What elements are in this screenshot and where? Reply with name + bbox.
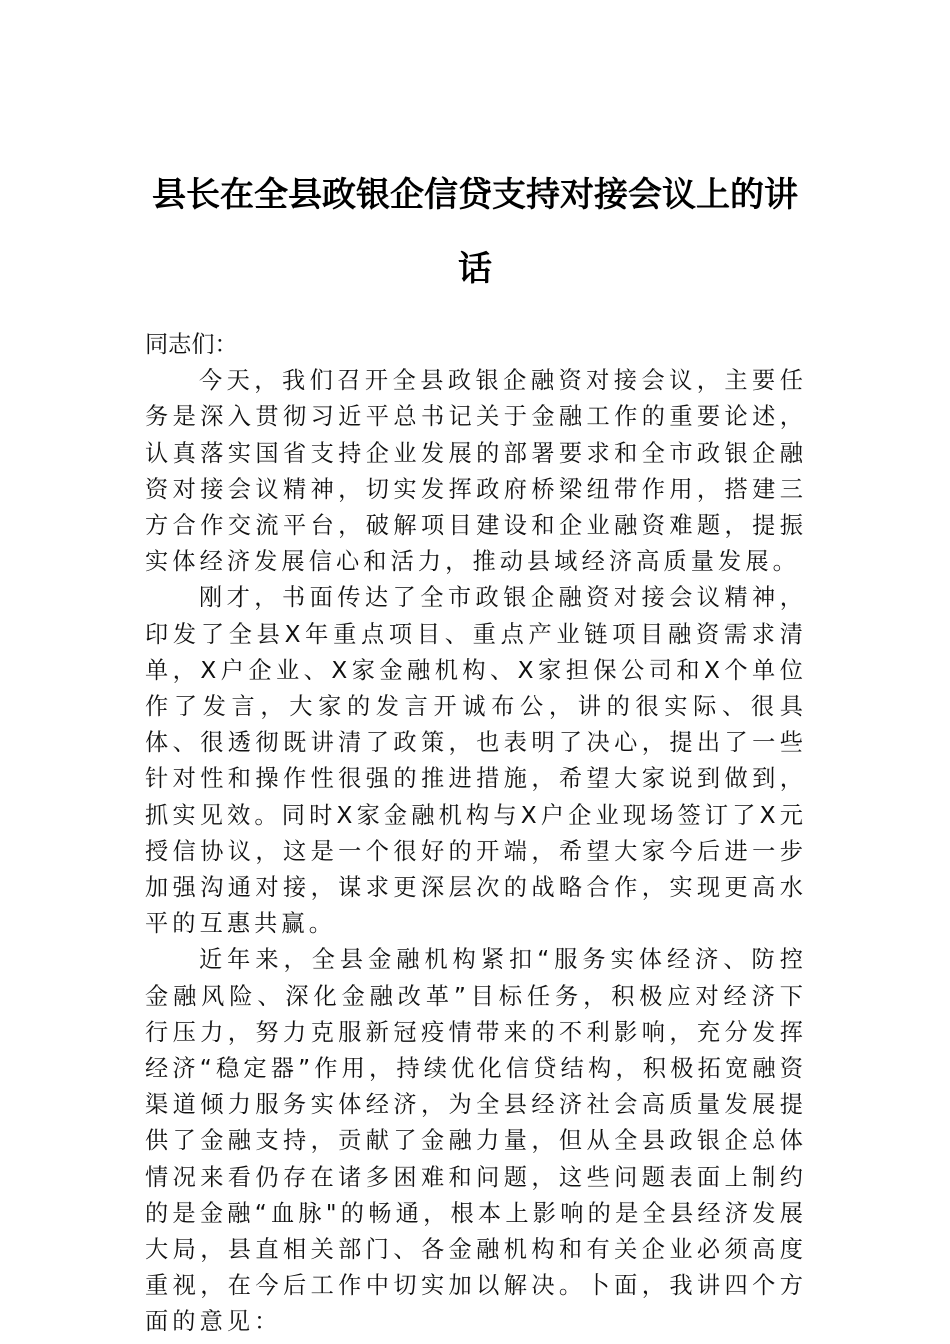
- paragraph-1: 今天，我们召开全县政银企融资对接会议，主要任务是深入贯彻习近平总书记关于金融工作的重要论述，认真落实国省支持企业发展的部署要求和全市政银企融资对接会议精神，切实发挥政府桥梁纽带作用，搭建三方合作交流平台，破解项目建设和企业融资难题，提振实体经济发展信心和活力，推动县域经济高质量发展。: [145, 367, 807, 576]
- paragraph-2: 刚才，书面传达了全市政银企融资对接会议精神，印发了全县X年重点项目、重点产业链项目融资需求清单，X户企业、X家金融机构、X家担保公司和X个单位作了发言，大家的发言开诚布公，讲的很实际、很具体、很透彻既讲清了政策，也表明了决心，提出了一些针对性和操作性很强的推进措施，希望大家说到做到，抓实见效。同时X家金融机构与X户企业现场签订了X元授信协议，这是一个很好的开端，希望大家今后进一步加强沟通对接，谋求更深层次的战略合作，实现更高水平的互惠共赢。: [145, 584, 807, 938]
- salutation: 同志们：: [145, 331, 238, 358]
- document-body: [145, 327, 807, 1341]
- document-title: 县长在全县政银企信贷支持对接会议上的讲话: [152, 175, 798, 289]
- paragraph-3: 近年来，全县金融机构紧扣“服务实体经济、防控金融风险、深化金融改革”目标任务，积极应对经济下行压力，努力克服新冠疫情带来的不利影响，充分发挥经济“稳定器”作用，持续优化信贷结构，积极拓宽融资渠道倾力服务实体经济，为全县经济社会高质量发展提供了金融支持，贡献了金融力量，但从全县政银企总体情况来看仍存在诸多困难和问题，这些问题表面上制约的是金融“血脉"的畅通，根本上影响的是全县经济发展大局，县直相关部门、各金融机构和有关企业必须高度重视，在今后工作中切实加以解决。卜面，我讲四个方面的意见：: [145, 946, 807, 1336]
